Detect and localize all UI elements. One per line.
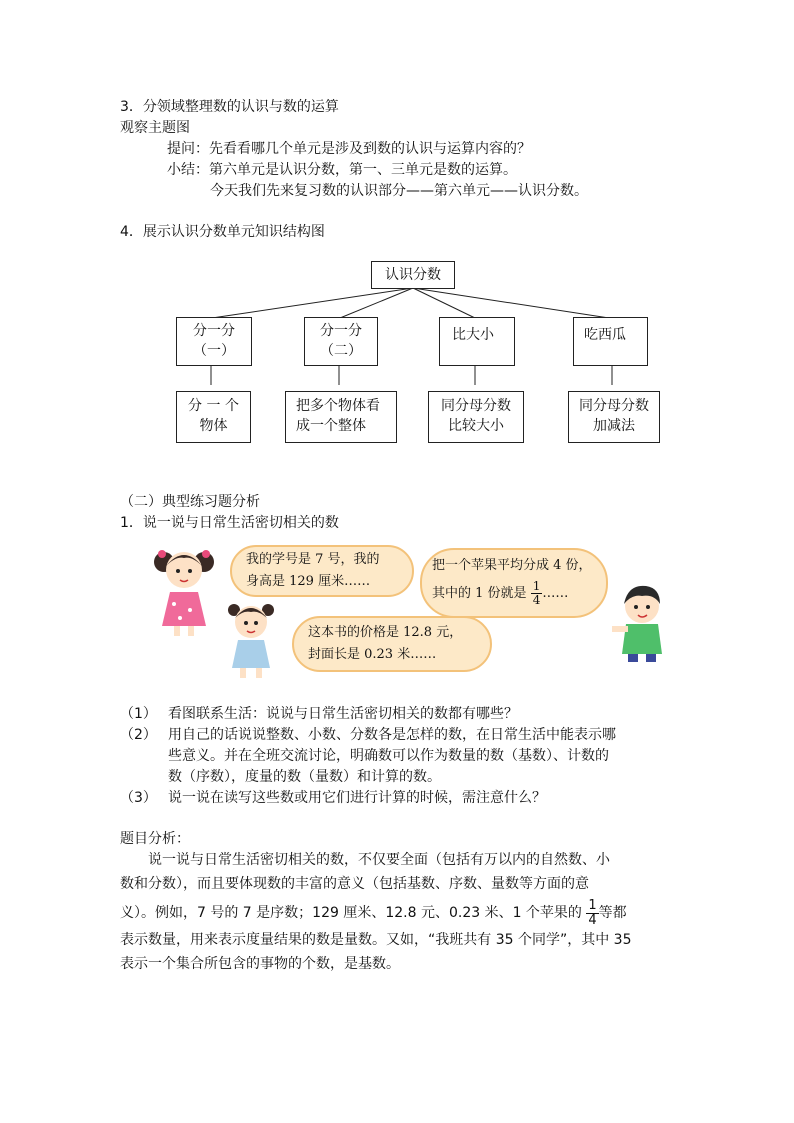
fraction-denominator: 4 [588,912,597,928]
fraction-numerator: 1 [588,897,597,913]
leaf-label-sub: 成一个整体 [296,418,366,434]
part2-heading: （二）典型练习题分析 [120,494,260,510]
bubble-2-line-1: 把一个苹果平均分成 4 份， [432,558,592,573]
analysis-line-3 [120,898,627,928]
leaf-label: 同分母分数 [579,398,649,414]
leaf-label: 同分母分数 [441,398,511,414]
analysis-line-3-end: 等都 [598,905,627,921]
today-text: 今天我们先来复习数的认识部分——第六单元——认识分数。 [210,183,588,199]
observe-label: 观察主题图 [120,120,190,136]
item-2-line-2: 些意义。并在全班交流讨论，明确数可以作为数量的数（基数）、计数的 [168,748,609,764]
summary-text: 小结：第六单元是认识分数，第一、三单元是数的运算。 [167,162,517,178]
question1-heading: 1．说一说与日常生活密切相关的数 [120,515,339,531]
illustration [152,540,692,682]
leaf-node-1 [176,391,251,443]
node-bidaxiao [439,317,515,366]
node-label: 吃西瓜 [584,327,626,343]
root-node-label: 认识分数 [385,267,441,283]
speech-bubble-1 [230,545,414,597]
bubble-1-line-2: 身高是 129 厘米…… [246,574,371,589]
speech-bubble-2 [420,548,608,618]
question-text: 提问：先看看哪几个单元是涉及到数的认识与运算内容的？ [167,141,531,157]
bubble-3-line-2: 封面长是 0.23 米…… [308,647,437,662]
root-node [371,261,455,289]
item-1-number: （1） [120,706,157,722]
item-2-number: （2） [120,727,157,743]
leaf-node-3 [428,391,524,443]
structure-connectors [0,0,794,460]
leaf-node-4 [568,391,660,443]
leaf-label-sub: 物体 [199,418,228,434]
section3-heading: 3．分领域整理数的认识与数的运算 [120,99,339,115]
fraction-one-quarter [531,580,543,607]
girl-1-figure [152,540,222,640]
section4-heading: 4．展示认识分数单元知识结构图 [120,224,325,240]
leaf-label: 把多个物体看 [296,398,380,414]
analysis-line-4: 表示数量，用来表示度量结果的数是量数。又如，“我班共有 35 个同学”，其中 35 [120,932,632,948]
fraction-denominator: 4 [532,593,541,607]
leaf-label-sub: 加减法 [593,418,635,434]
analysis-line-1: 说一说与日常生活密切相关的数，不仅要全面（包括有万以内的自然数、小 [148,852,610,868]
node-label: 分一分 [320,323,362,339]
analysis-line-3-text: 义）。例如，7 号的 7 是序数；129 厘米、12.8 元、0.23 米、1 个苹果的 [120,905,582,921]
node-fenyifen-2 [304,317,378,366]
leaf-label-sub: 比较大小 [448,418,504,434]
bubble-1-line-1: 我的学号是 7 号，我的 [246,552,380,567]
node-fenyifen-1 [176,317,252,366]
node-label: 分一分 [193,323,235,339]
fraction-one-quarter-analysis [586,899,598,928]
item-1-text: 看图联系生活：说说与日常生活密切相关的数都有哪些？ [168,706,518,722]
item-3-number: （3） [120,790,157,806]
item-2-line-3: 数（序数），度量的数（量数）和计算的数。 [168,769,441,785]
boy-figure [610,582,680,664]
fraction-numerator: 1 [532,579,541,593]
node-chixigua [573,317,648,366]
node-label-sub: （一） [193,343,235,359]
analysis-title: 题目分析： [120,831,190,847]
leaf-label: 分 一 个 [188,398,239,414]
bubble-2-text: 其中的 1 份就是 [432,586,527,601]
girl-2-figure [220,598,284,682]
item-2-line-1: 用自己的话说说整数、小数、分数各是怎样的数，在日常生活中能表示哪 [168,727,616,743]
node-label-sub: （二） [320,343,362,359]
node-label: 比大小 [452,327,494,343]
analysis-line-2: 数和分数），而且要体现数的丰富的意义（包括基数、序数、量数等方面的意 [120,876,589,892]
leaf-node-2 [285,391,397,443]
speech-bubble-3 [292,616,492,672]
bubble-3-line-1: 这本书的价格是 12.8 元， [308,625,463,640]
bubble-2-ellipsis: …… [542,586,569,601]
item-3-text: 说一说在读写这些数或用它们进行计算的时候，需注意什么？ [168,790,546,806]
bubble-2-line-2 [432,580,568,607]
analysis-line-5: 表示一个集合所包含的事物的个数，是基数。 [120,956,400,972]
